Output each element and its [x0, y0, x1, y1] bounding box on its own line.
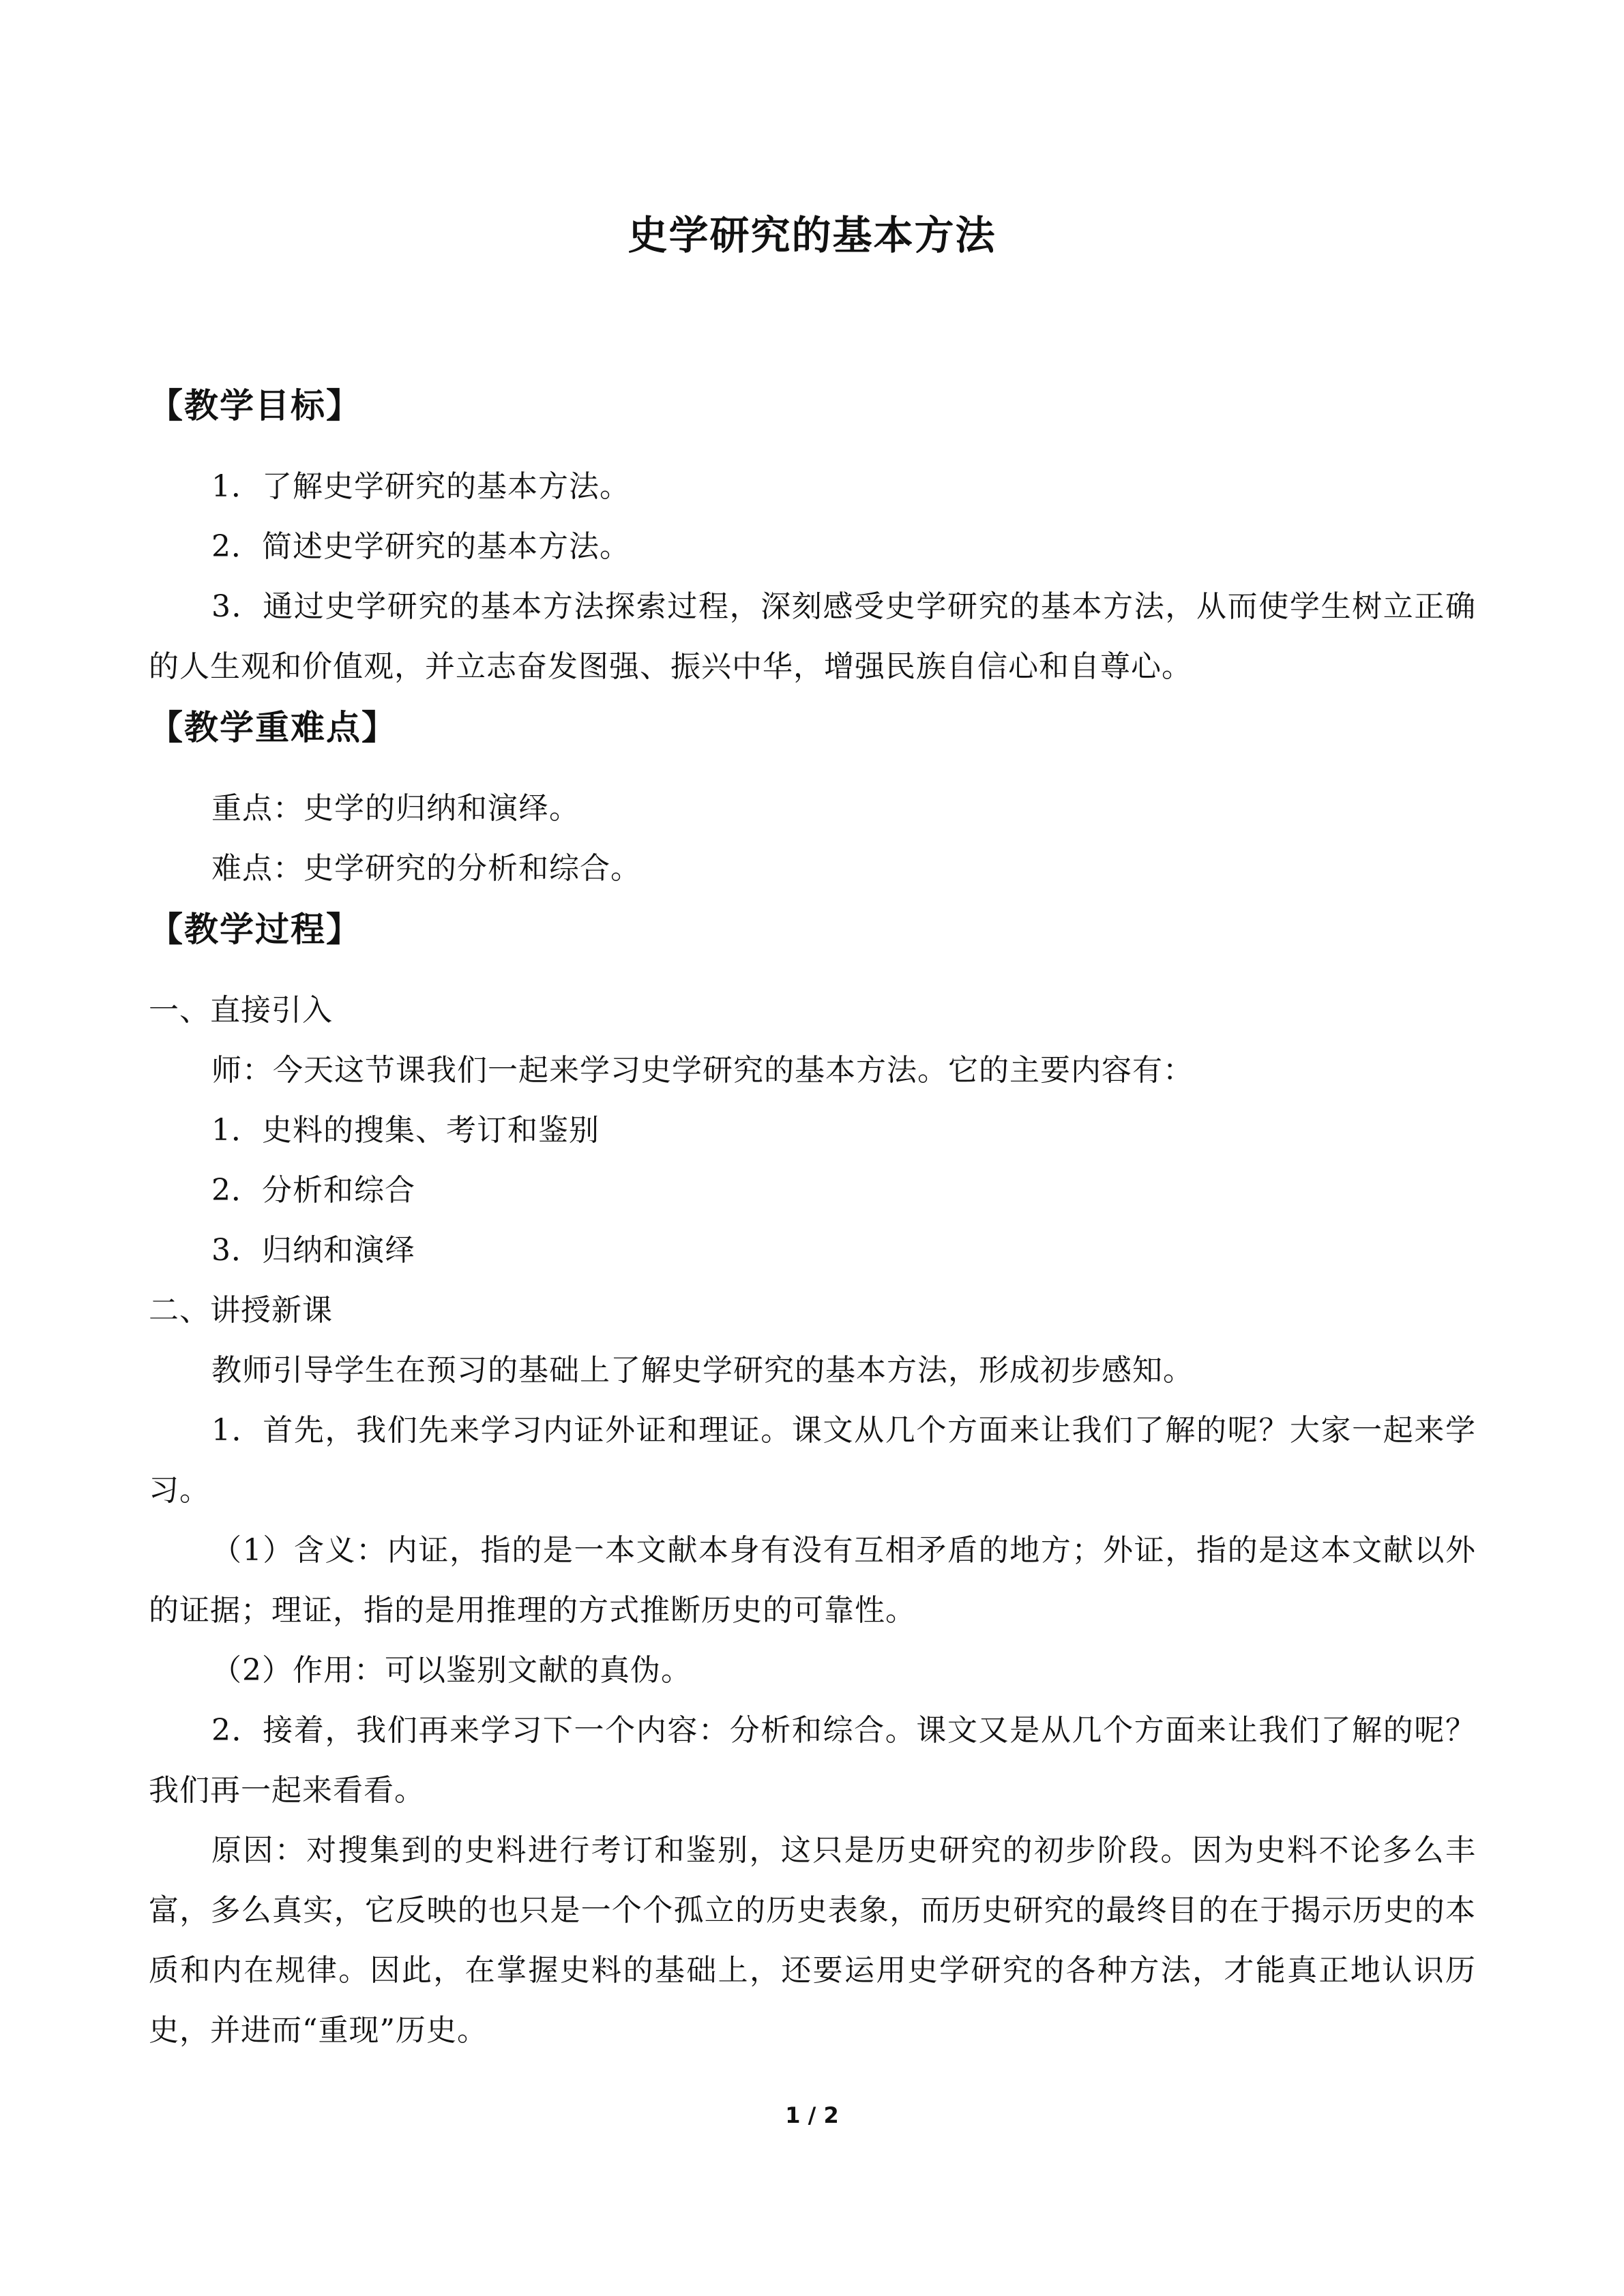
goal-item-1: 1．了解史学研究的基本方法。: [211, 469, 630, 504]
section-heading-process: 【教学过程】: [149, 910, 361, 949]
process-part2-paragraph-1: 教师引导学生在预习的基础上了解史学研究的基本方法，形成初步感知。: [211, 1353, 1194, 1388]
process-part1-item-2: 2．分析和综合: [211, 1173, 415, 1208]
goal-item-3: 3．通过史学研究的基本方法探索过程，深刻感受史学研究的基本方法，从而使学生树立正确的人生观和价值观，并立志奋发图强、振兴中华，增强民族自信心和自尊心。: [149, 589, 1476, 684]
process-part1-intro: 师：今天这节课我们一起来学习史学研究的基本方法。它的主要内容有：: [211, 1053, 1194, 1088]
process-part1-title: 一、直接引入: [149, 993, 333, 1028]
process-part2-paragraph-4: （2）作用：可以鉴别文献的真伪。: [211, 1653, 692, 1688]
process-part1-item-1: 1．史料的搜集、考订和鉴别: [211, 1113, 600, 1148]
section-heading-key-points: 【教学重难点】: [149, 708, 397, 747]
page-number: 1 / 2: [785, 2102, 839, 2128]
difficulty-item: 难点：史学研究的分析和综合。: [211, 851, 641, 886]
document-body: [149, 382, 1476, 2061]
process-part2-paragraph-3: （1）含义：内证，指的是一本文献本身有没有互相矛盾的地方；外证，指的是这本文献以外的证据；理证，指的是用推理的方式推断历史的可靠性。: [149, 1533, 1476, 1628]
key-point-item: 重点：史学的归纳和演绎。: [211, 791, 580, 826]
document-title: 史学研究的基本方法: [628, 212, 996, 258]
process-part2-paragraph-6: 原因：对搜集到的史料进行考订和鉴别，这只是历史研究的初步阶段。因为史料不论多么丰富，多么真实，它反映的也只是一个个孤立的历史表象，而历史研究的最终目的在于揭示历史的本质和内在规律。因此，在掌握史料的基础上，还要运用史学研究的各种方法，才能真正地认识历史，并进而“重现”历史。: [149, 1833, 1476, 2048]
section-heading-goals: 【教学目标】: [149, 386, 361, 426]
process-part2-paragraph-2: 1．首先，我们先来学习内证外证和理证。课文从几个方面来让我们了解的呢？大家一起来学习。: [149, 1413, 1476, 1508]
process-part2-paragraph-5: 2．接着，我们再来学习下一个内容：分析和综合。课文又是从几个方面来让我们了解的呢？我们再一起来看看。: [149, 1713, 1476, 1808]
goal-item-2: 2．简述史学研究的基本方法。: [211, 529, 630, 564]
process-part2-title: 二、讲授新课: [149, 1293, 333, 1328]
process-part1-item-3: 3．归纳和演绎: [211, 1233, 415, 1268]
